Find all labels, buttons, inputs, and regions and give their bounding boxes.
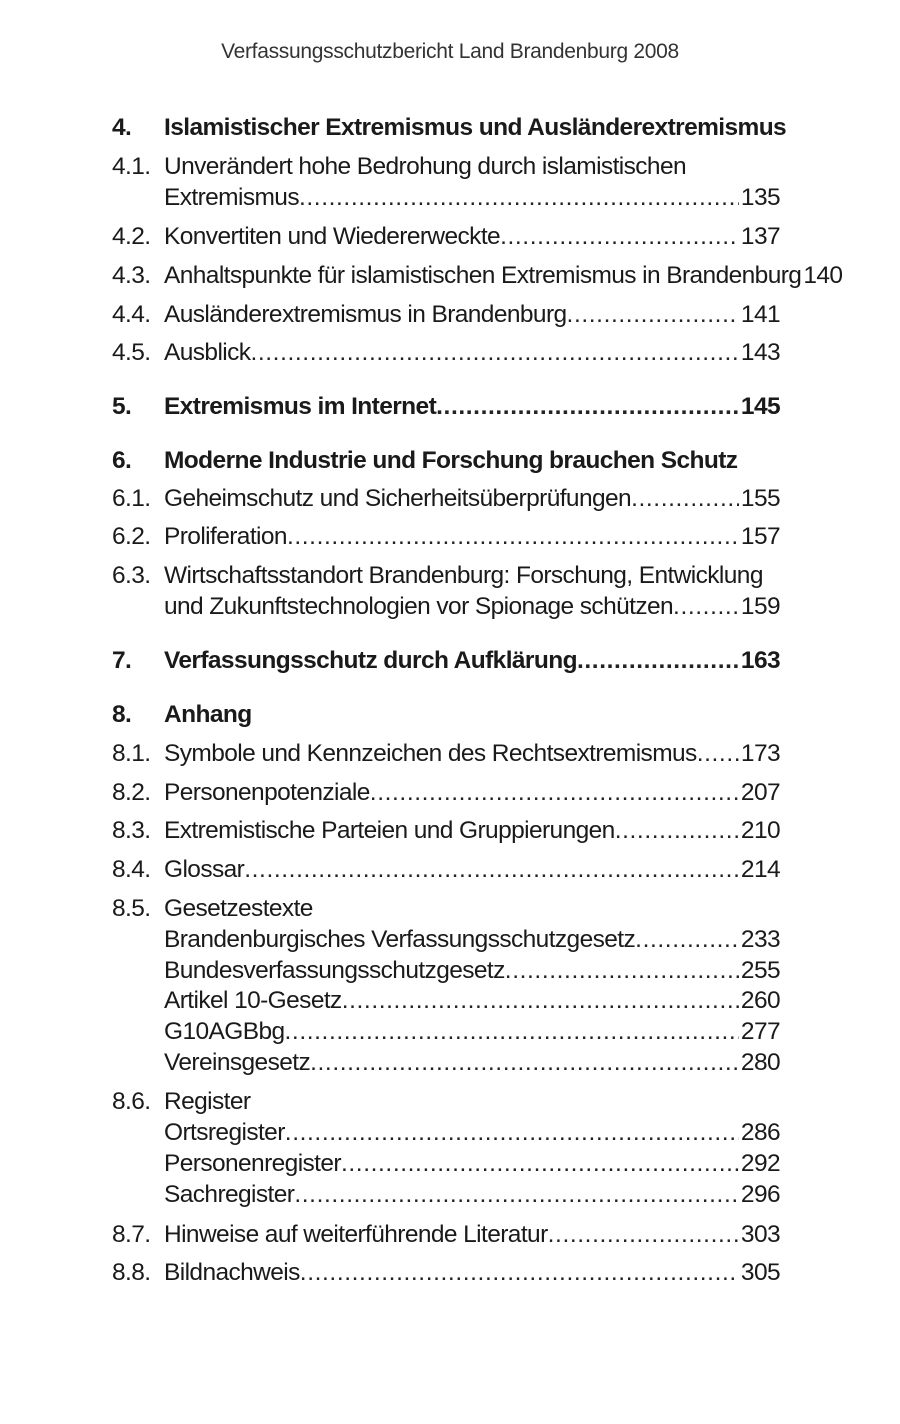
- toc-dot-leader: [500, 221, 739, 253]
- toc-entry-number: 6.2.: [112, 523, 151, 550]
- toc-entry-body: [164, 738, 780, 770]
- toc-entry: [112, 924, 780, 956]
- toc-page-number: 303: [740, 1221, 780, 1248]
- toc-entry: [112, 1086, 780, 1118]
- toc-page-number: 140: [803, 262, 843, 289]
- toc-entry-title: Unverändert hohe Bedrohung durch islamistischen: [164, 153, 687, 180]
- toc-dot-leader: [310, 1047, 739, 1079]
- toc-entry: [112, 1179, 780, 1211]
- toc-entry-title: Ausländerextremismus in Brandenburg: [164, 301, 567, 328]
- toc-dot-leader: [250, 337, 738, 369]
- toc-page-number: 159: [740, 593, 780, 620]
- toc-entry-title: Konvertiten und Wiedererweckte: [164, 223, 501, 250]
- toc-entry-title: Anhang: [164, 701, 252, 728]
- toc-entry: [112, 221, 780, 253]
- toc-entry: [112, 1047, 780, 1079]
- toc-entry-title: Sachregister: [164, 1181, 295, 1208]
- toc-entry-number: 4.2.: [112, 223, 151, 250]
- toc-entry-title: und Zukunftstechnologien vor Spionage schützen: [164, 593, 674, 620]
- toc-entry: [112, 151, 780, 183]
- toc-entry-body: [164, 151, 780, 183]
- toc-page-number: 305: [740, 1259, 780, 1286]
- toc-entry: [112, 645, 780, 677]
- toc-page-number: 277: [740, 1018, 780, 1045]
- toc-entry-body: [164, 560, 780, 592]
- toc-entry-body: [164, 815, 780, 847]
- toc-entry-number: 6.: [112, 447, 132, 474]
- toc-entry-title: Wirtschaftsstandort Brandenburg: Forschung, Entwicklung: [164, 562, 763, 589]
- toc-entry-body: [164, 1086, 780, 1118]
- toc-page-number: 137: [740, 223, 780, 250]
- toc-entry-body: [164, 391, 780, 423]
- toc-entry-body: [164, 854, 780, 886]
- toc-entry-body: [164, 260, 843, 292]
- toc-dot-leader: [299, 182, 739, 214]
- toc-entry-number: 4.5.: [112, 339, 151, 366]
- toc-page-number: 155: [740, 485, 780, 512]
- toc-entry: [112, 1117, 780, 1149]
- toc-entry-title: Geheimschutz und Sicherheitsüberprüfungen: [164, 485, 632, 512]
- toc-page-number: 173: [740, 740, 780, 767]
- toc-entry-title: Glossar: [164, 856, 245, 883]
- toc-entry-body: [164, 445, 780, 477]
- toc-entry: [112, 1257, 780, 1289]
- toc-entry-body: [164, 1117, 780, 1149]
- toc-dot-leader: [244, 854, 739, 886]
- toc-entry-body: [164, 1148, 780, 1180]
- toc-entry: [112, 985, 780, 1017]
- toc-dot-leader: [300, 1257, 739, 1289]
- toc-entry: [112, 1148, 780, 1180]
- toc-entry-body: [164, 221, 780, 253]
- toc-page-number: 292: [740, 1150, 780, 1177]
- toc-entry-number: 4.4.: [112, 301, 151, 328]
- toc-page-number: 296: [740, 1181, 780, 1208]
- toc-entry: [112, 483, 780, 515]
- toc-entry-title: Bildnachweis: [164, 1259, 300, 1286]
- toc-page-number: 210: [740, 817, 780, 844]
- toc-entry-number: 4.: [112, 114, 132, 141]
- toc-entry-title: Anhaltspunkte für islamistischen Extremismus in Brandenburg: [164, 262, 802, 289]
- toc-entry-body: [164, 1257, 780, 1289]
- toc-entry: [112, 893, 780, 925]
- toc-entry-number: 8.7.: [112, 1221, 151, 1248]
- toc-page-number: 286: [740, 1119, 780, 1146]
- toc-entry: [112, 591, 780, 623]
- toc-dot-leader: [436, 391, 739, 423]
- toc-entry-number: 8.5.: [112, 895, 151, 922]
- toc-entry-number: 8.8.: [112, 1259, 151, 1286]
- toc-entry-title: Extremismus im Internet: [164, 393, 437, 420]
- toc-page-number: 214: [740, 856, 780, 883]
- toc-dot-leader: [342, 985, 739, 1017]
- running-header: Verfassungsschutzbericht Land Brandenburg 2008: [221, 40, 679, 63]
- toc-page-number: 157: [740, 523, 780, 550]
- toc-page-number: 260: [740, 987, 780, 1014]
- toc-entry-title: Ausblick: [164, 339, 251, 366]
- toc-entry-number: 8.1.: [112, 740, 151, 767]
- toc-entry-title: Symbole und Kennzeichen des Rechtsextremismus: [164, 740, 697, 767]
- toc-page-number: 207: [740, 779, 780, 806]
- toc-entry-body: [164, 985, 780, 1017]
- toc-entry-body: [164, 1179, 780, 1211]
- toc-entry: [112, 391, 780, 423]
- toc-entry-body: [164, 483, 780, 515]
- toc-dot-leader: [287, 521, 739, 553]
- toc-entry: [112, 445, 780, 477]
- toc-entry: [112, 738, 780, 770]
- toc-page-number: 143: [740, 339, 780, 366]
- toc-entry-number: 7.: [112, 647, 132, 674]
- toc-entry: [112, 337, 780, 369]
- toc-entry-title: Ortsregister: [164, 1119, 285, 1146]
- toc-entry-body: [164, 1016, 780, 1048]
- toc-entry-number: 6.3.: [112, 562, 151, 589]
- toc-entry: [112, 699, 780, 731]
- toc-entry: [112, 777, 780, 809]
- toc-entry: [112, 521, 780, 553]
- toc-entry-title: Vereinsgesetz: [164, 1049, 311, 1076]
- toc-page-number: 233: [740, 926, 780, 953]
- toc-entry-title: G10AGBbg: [164, 1018, 285, 1045]
- toc-entry-body: [164, 699, 780, 731]
- toc-entry-title: Brandenburgisches Verfassungsschutzgesetz: [164, 926, 636, 953]
- toc-entry: [112, 1016, 780, 1048]
- toc-entry-title: Personenregister: [164, 1150, 341, 1177]
- toc-entry: [112, 112, 787, 144]
- toc-entry-body: [164, 955, 780, 987]
- toc-entry: [112, 560, 780, 592]
- toc-page-number: 163: [740, 647, 780, 674]
- toc-dot-leader: [370, 777, 739, 809]
- toc-entry-number: 8.2.: [112, 779, 151, 806]
- toc-entry-number: 8.6.: [112, 1088, 151, 1115]
- toc-page-number: 255: [740, 957, 780, 984]
- toc-entry-title: Artikel 10-Gesetz: [164, 987, 342, 1014]
- toc-entry-body: [164, 521, 780, 553]
- toc-dot-leader: [285, 1016, 739, 1048]
- toc-entry: [112, 815, 780, 847]
- toc-entry-title: Islamistischer Extremismus und Ausländerextremismus: [164, 114, 787, 141]
- toc-entry-title: Hinweise auf weiterführende Literatur: [164, 1221, 548, 1248]
- toc-entry-body: [164, 299, 780, 331]
- toc-dot-leader: [631, 483, 739, 515]
- toc-dot-leader: [548, 1219, 739, 1251]
- toc-entry-body: [164, 1047, 780, 1079]
- toc-entry-body: [164, 591, 780, 623]
- toc-dot-leader: [567, 299, 739, 331]
- toc-entry-number: 8.: [112, 701, 132, 728]
- toc-dot-leader: [341, 1148, 739, 1180]
- toc-page-number: 141: [740, 301, 780, 328]
- toc-dot-leader: [285, 1117, 739, 1149]
- toc-entry-body: [164, 645, 780, 677]
- toc-entry-number: 4.1.: [112, 153, 151, 180]
- toc-entry-title: Verfassungsschutz durch Aufklärung: [164, 647, 577, 674]
- toc-page-number: 135: [740, 184, 780, 211]
- toc-dot-leader: [294, 1179, 739, 1211]
- toc-entry-number: 8.3.: [112, 817, 151, 844]
- toc-entry-title: Extremismus: [164, 184, 299, 211]
- toc-entry-number: 4.3.: [112, 262, 151, 289]
- toc-dot-leader: [577, 645, 739, 677]
- toc-entry-body: [164, 1219, 780, 1251]
- toc-entry-title: Proliferation: [164, 523, 287, 550]
- toc-entry: [112, 182, 780, 214]
- toc-entry-body: [164, 182, 780, 214]
- toc-entry-number: 8.4.: [112, 856, 151, 883]
- toc-entry-body: [164, 112, 787, 144]
- toc-entry-body: [164, 924, 780, 956]
- toc-entry: [112, 260, 843, 292]
- toc-page-number: 145: [740, 393, 780, 420]
- toc-dot-leader: [505, 955, 739, 987]
- toc-entry: [112, 854, 780, 886]
- toc-entry-body: [164, 777, 780, 809]
- toc-dot-leader: [673, 591, 739, 623]
- toc-entry-title: Personenpotenziale: [164, 779, 370, 806]
- toc-entry: [112, 1219, 780, 1251]
- toc-entry-title: Gesetzestexte: [164, 895, 313, 922]
- toc-entry-title: Moderne Industrie und Forschung brauchen Schutz: [164, 447, 738, 474]
- toc-dot-leader: [635, 924, 739, 956]
- toc-entry-title: Extremistische Parteien und Gruppierungen: [164, 817, 615, 844]
- toc-entry-body: [164, 893, 780, 925]
- toc-page-number: 280: [740, 1049, 780, 1076]
- toc-dot-leader: [615, 815, 739, 847]
- toc-dot-leader: [697, 738, 739, 770]
- toc-entry-body: [164, 337, 780, 369]
- toc-entry-title: Bundesverfassungsschutzgesetz: [164, 957, 505, 984]
- toc-entry: [112, 299, 780, 331]
- toc-entry-number: 6.1.: [112, 485, 151, 512]
- toc-entry-title: Register: [164, 1088, 251, 1115]
- toc-entry-number: 5.: [112, 393, 132, 420]
- toc-entry: [112, 955, 780, 987]
